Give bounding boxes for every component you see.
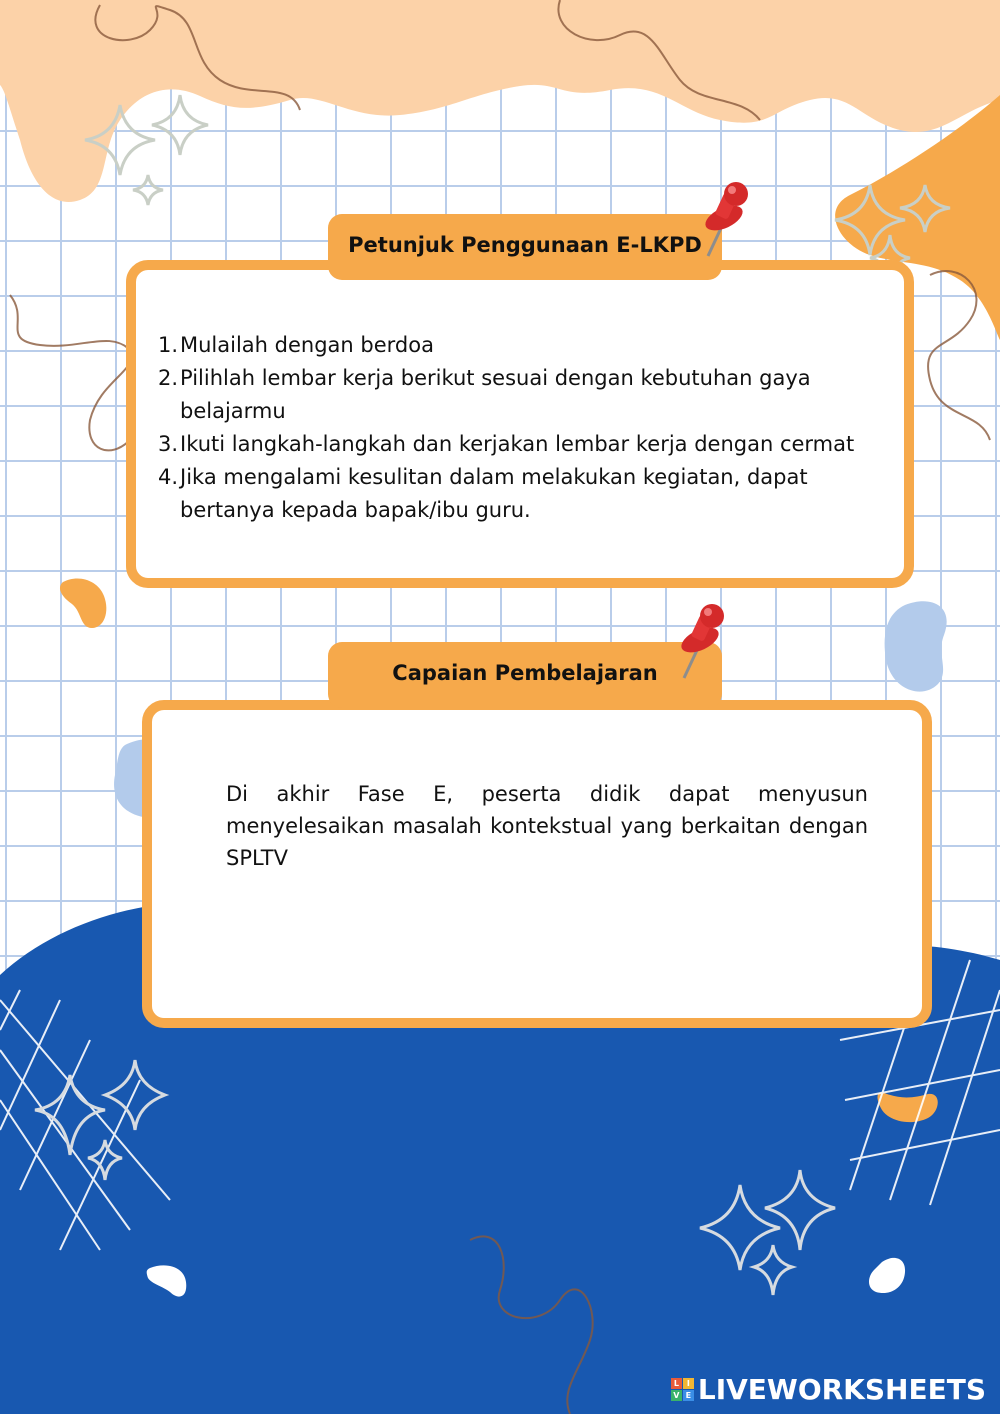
liveworksheets-logo-icon bbox=[671, 1378, 694, 1401]
pushpin-icon bbox=[670, 602, 730, 682]
list-item bbox=[158, 428, 888, 461]
orange-blob-left bbox=[60, 578, 106, 628]
instructions-title bbox=[328, 214, 722, 280]
logo-letter: L bbox=[671, 1378, 682, 1389]
blue-blob-right bbox=[885, 601, 947, 691]
step-number: 4. bbox=[158, 465, 179, 489]
instructions-list bbox=[158, 329, 888, 527]
instructions-title-text: Petunjuk Penggunaan E-LKPD bbox=[348, 233, 702, 257]
learning-outcome-title bbox=[328, 642, 722, 708]
logo-letter: I bbox=[683, 1378, 694, 1389]
step-number: 2. bbox=[158, 366, 179, 390]
learning-outcome-text: Di akhir Fase E, peserta didik dapat menyusun menyelesaikan masalah kontekstual yang berkaitan dengan SPLTV bbox=[226, 782, 868, 870]
step-number: 1. bbox=[158, 333, 179, 357]
instructions-body bbox=[158, 329, 888, 527]
step-text: Pilihlah lembar kerja berikut sesuai dengan kebutuhan gaya belajarmu bbox=[180, 366, 811, 423]
learning-outcome-title-text: Capaian Pembelajaran bbox=[392, 661, 658, 685]
step-text: Mulailah dengan berdoa bbox=[180, 333, 434, 357]
logo-letter: V bbox=[671, 1390, 682, 1401]
step-number: 3. bbox=[158, 432, 179, 456]
list-item bbox=[158, 461, 888, 527]
watermark-text: LIVEWORKSHEETS bbox=[697, 1373, 986, 1406]
pushpin-icon bbox=[694, 180, 754, 260]
list-item bbox=[158, 329, 888, 362]
liveworksheets-watermark bbox=[671, 1373, 986, 1406]
step-text: Jika mengalami kesulitan dalam melakukan kegiatan, dapat bertanya kepada bapak/ibu guru. bbox=[180, 465, 808, 522]
step-text: Ikuti langkah-langkah dan kerjakan lembar kerja dengan cermat bbox=[180, 432, 855, 456]
logo-letter: E bbox=[683, 1390, 694, 1401]
list-item bbox=[158, 362, 888, 428]
